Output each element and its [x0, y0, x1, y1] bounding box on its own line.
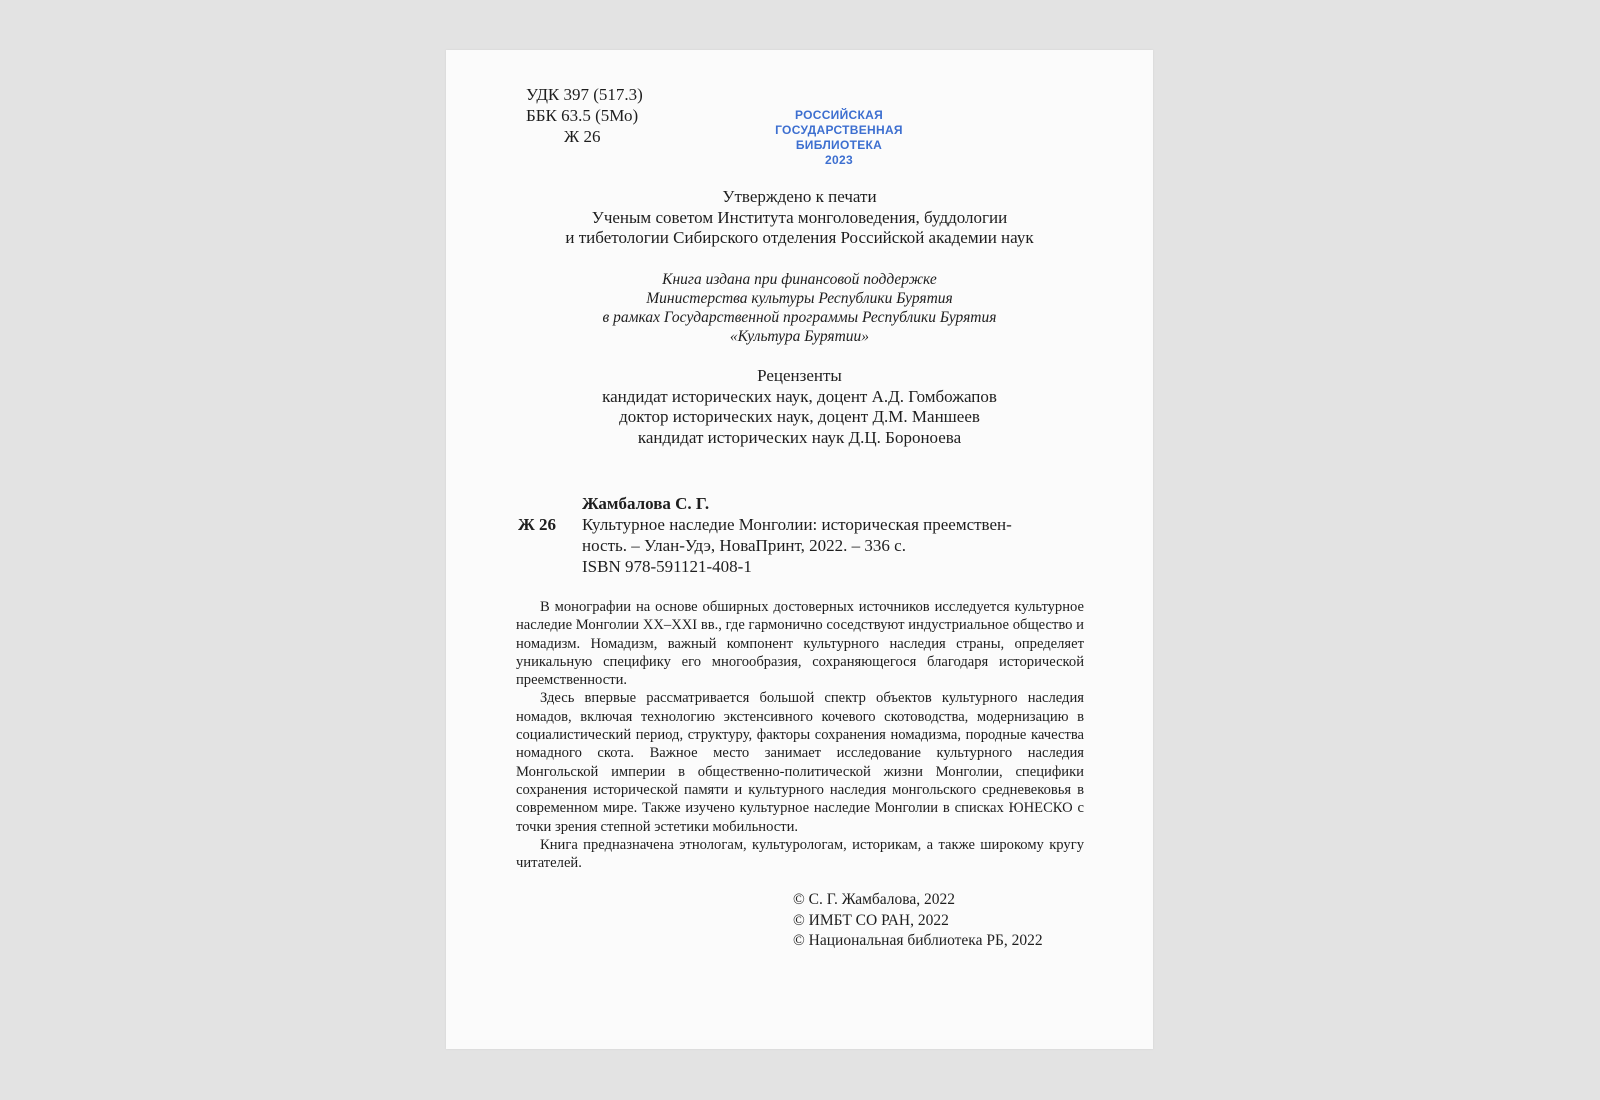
copyright-block	[793, 890, 1043, 952]
stamp-line-1: РОССИЙСКАЯ	[794, 108, 884, 122]
funding-line-2: Министерства культуры Республики Бурятия	[646, 290, 953, 307]
copyright-line-2: © ИМБТ СО РАН, 2022	[793, 911, 949, 929]
document-page	[446, 50, 1153, 1049]
approval-line-1: Утверждено к печати	[722, 187, 877, 206]
stamp-line-3: БИБЛИОТЕКА	[795, 138, 883, 152]
funding-line-1: Книга издана при финансовой поддержке	[662, 271, 937, 288]
reviewers-heading: Рецензенты	[757, 366, 842, 385]
approval-line-2: Ученым советом Института монголоведения, буддологии	[591, 207, 1008, 227]
library-stamp	[774, 108, 904, 168]
funding-line-4: «Культура Бурятии»	[729, 328, 870, 345]
abstract-paragraph-3: Книга предназначена этнологам, культурологам, историкам, а также широкому кругу читателей.	[516, 836, 1084, 872]
approval-block	[446, 187, 1153, 249]
catalog-isbn: ISBN 978-591121-408-1	[582, 557, 752, 576]
author-mark: Ж 26	[564, 127, 601, 146]
udk-code: УДК 397 (517.3)	[526, 85, 643, 104]
catalog-author: Жамбалова С. Г.	[582, 494, 710, 513]
catalog-code: Ж 26	[518, 515, 557, 534]
abstract-paragraph-1: В монографии на основе обширных достоверных источников исследуется культурное наследие Монголии XX–XXI вв., где гармонично соседствуют индустриальное общество и номадизм. Номадизм, важный компонент культурного наследия страны, определяет уникальную специфику его многообразия, сохраняющегося благодаря исторической преемственности.	[516, 599, 1084, 689]
funding-block	[446, 270, 1153, 346]
funding-line-3: в рамках Государственной программы Республики Бурятия	[602, 309, 997, 326]
abstract	[516, 598, 1084, 872]
abstract-paragraph-2: Здесь впервые рассматривается большой спектр объектов культурного наследия номадов, включая технологию экстенсивного кочевого скотоводства, модернизацию в социалистический период, структуру, факторы сохранения номадизма, породные качества номадного скота. Важное место занимает исследование культурного наследия Монгольской империи в общественно-политической жизни Монголии, специфики сохранения исторической памяти и культурного наследия монгольского средневековья в современном мире. Также изучено культурное наследие Монголии в списках ЮНЕСКО с точки зрения степной эстетики мобильности.	[516, 690, 1084, 835]
copyright-line-3: © Национальная библиотека РБ, 2022	[793, 932, 1043, 949]
reviewer-2: доктор исторических наук, доцент Д.М. Маншеев	[619, 407, 980, 426]
approval-line-3: и тибетологии Сибирского отделения Российской академии наук	[565, 228, 1034, 247]
copyright-line-1: © С. Г. Жамбалова, 2022	[793, 891, 956, 908]
catalog-title-line-1: Культурное наследие Монголии: историческая преемствен-	[582, 515, 1012, 534]
catalog-title-line-2: ность. – Улан-Удэ, НоваПринт, 2022. – 336 с.	[582, 536, 906, 555]
stamp-year: 2023	[825, 153, 853, 167]
bbk-code: ББК 63.5 (5Мо)	[526, 106, 639, 125]
reviewer-1: кандидат исторических наук, доцент А.Д. Гомбожапов	[602, 386, 997, 406]
reviewers-block	[446, 366, 1153, 448]
stamp-line-2: ГОСУДАРСТВЕННАЯ	[775, 123, 903, 137]
classification-codes	[526, 84, 643, 147]
catalog-body	[582, 493, 1012, 577]
reviewer-3: кандидат исторических наук Д.Ц. Бороноева	[637, 427, 962, 447]
